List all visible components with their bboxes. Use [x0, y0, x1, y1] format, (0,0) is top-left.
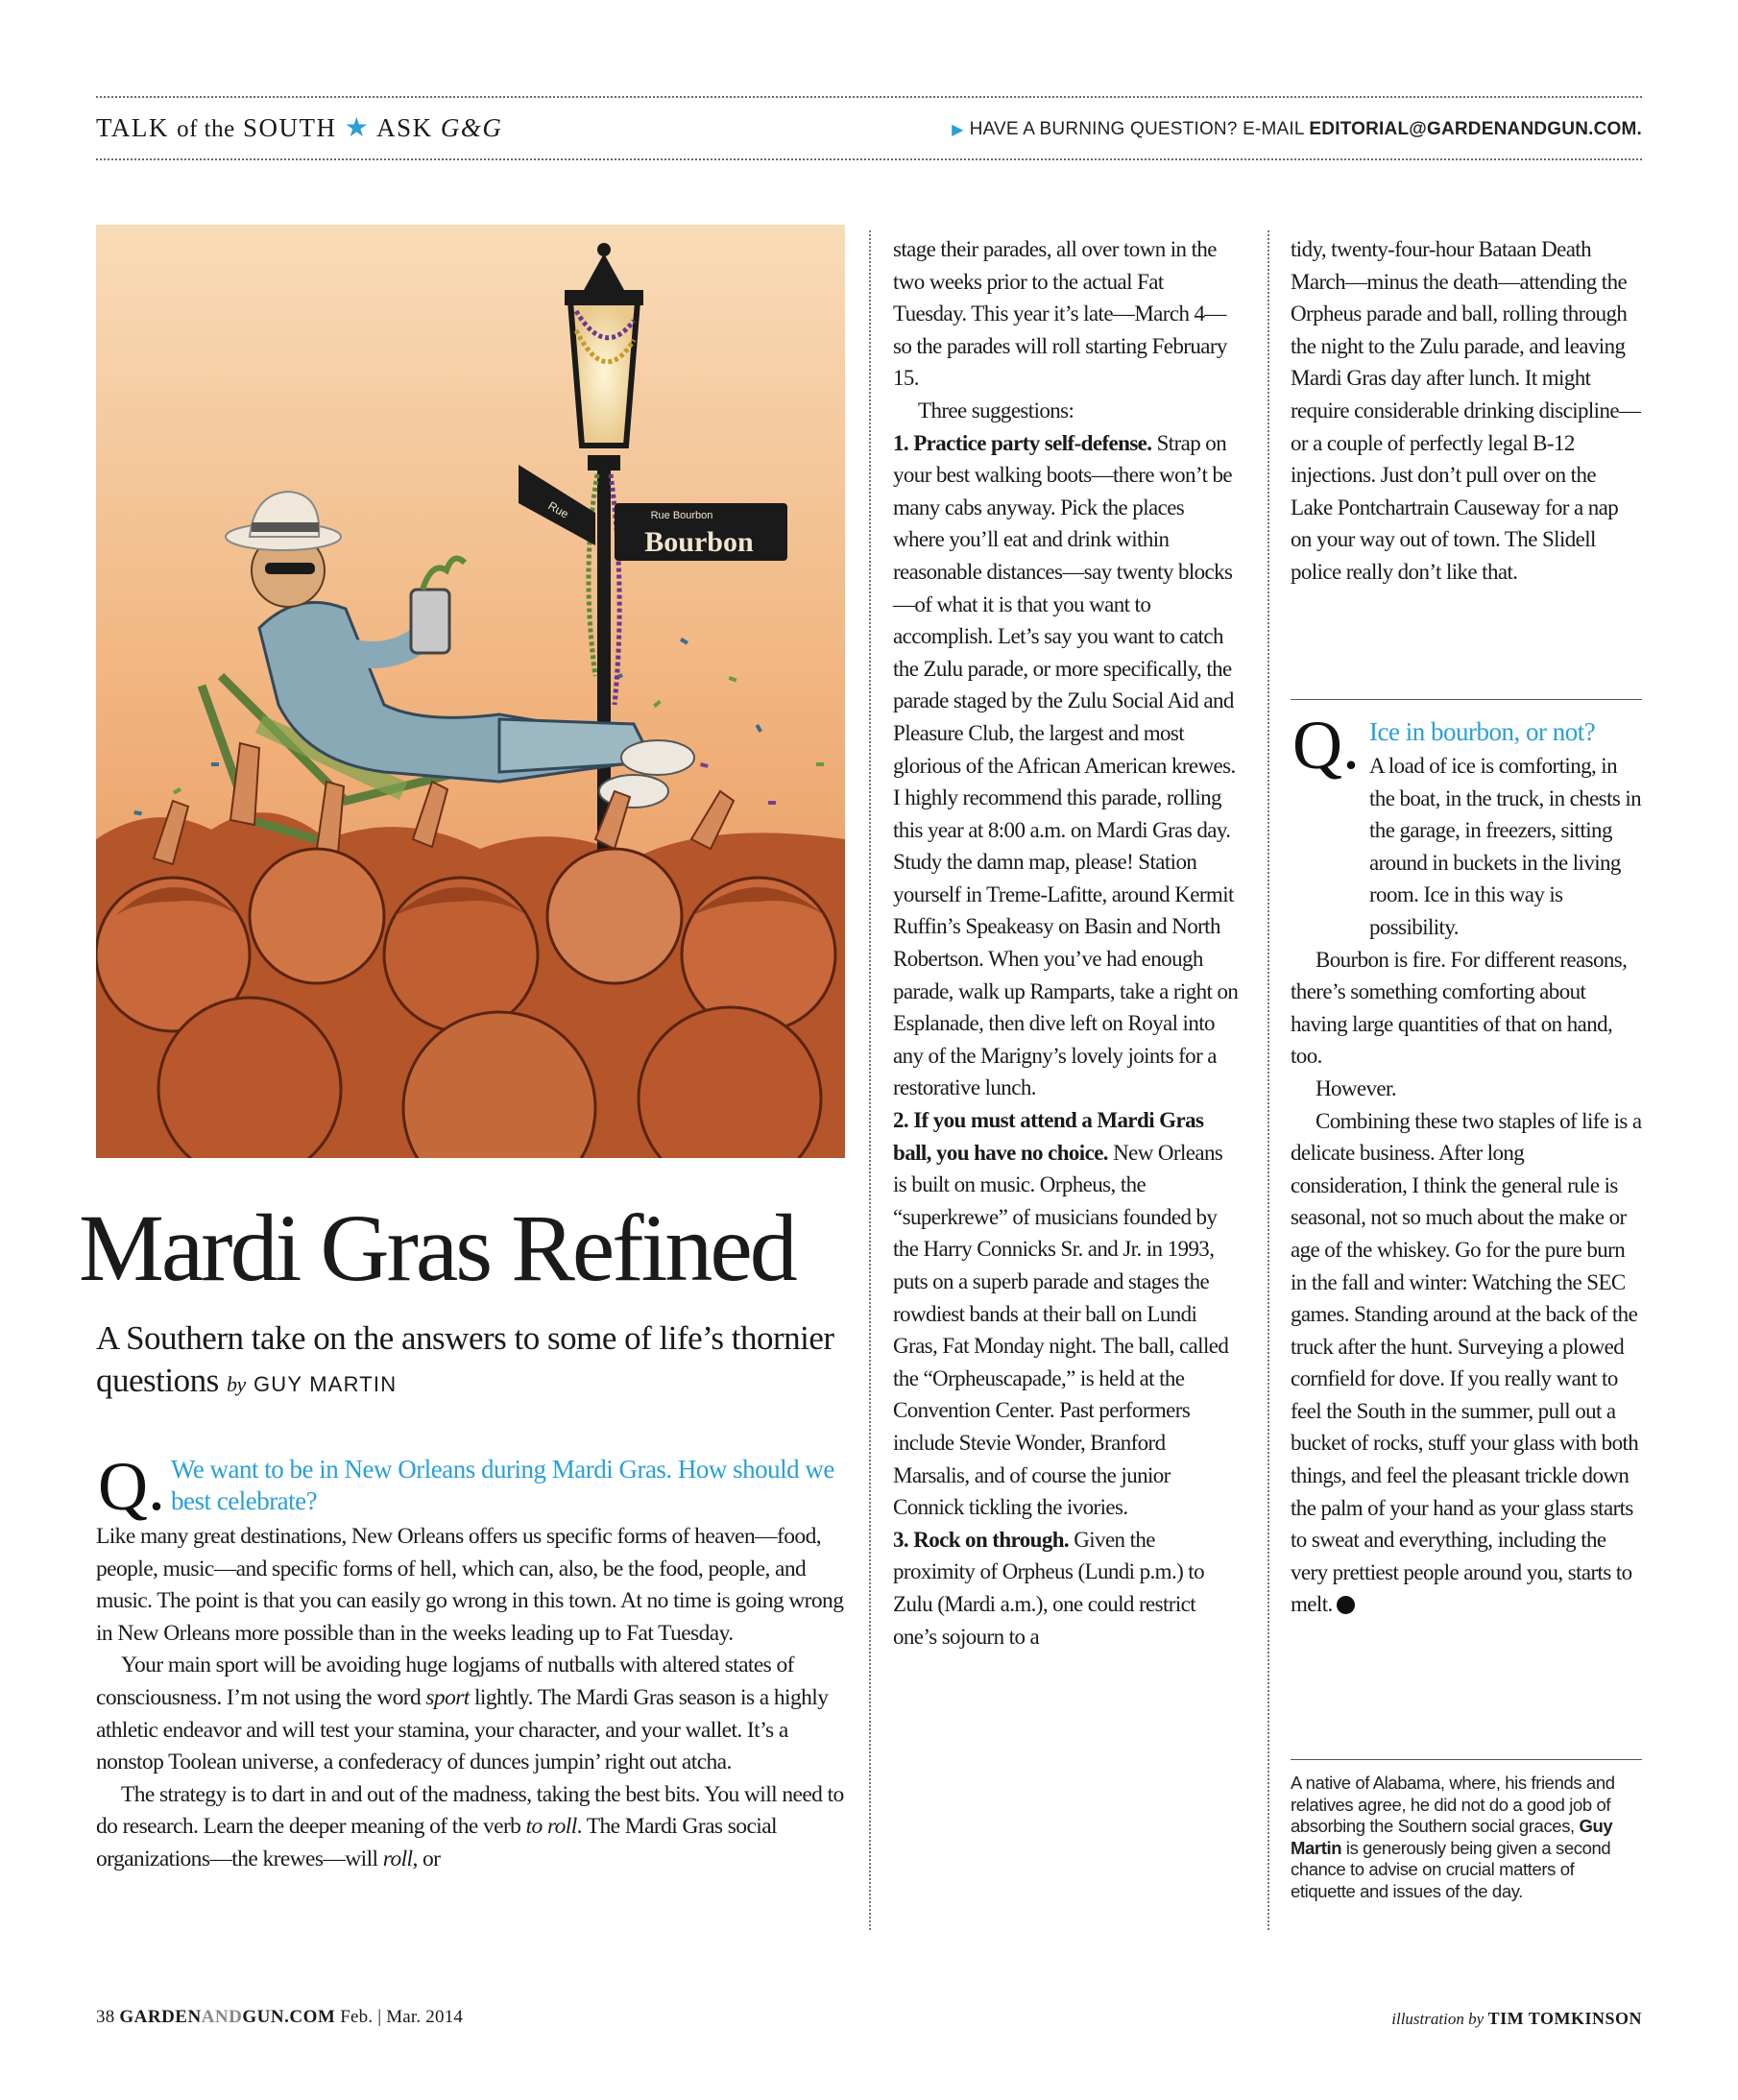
sign-small-text: Rue Bourbon [650, 510, 713, 521]
suggestion-3: 3. Rock on through. Given the proximity of Orpheus (Lundi p.m.) to Zulu (Mardi a.m.), one could restrict one’s sojourn to a [893, 1527, 1204, 1649]
contact-prefix: HAVE A BURNING QUESTION? E-MAIL [969, 119, 1304, 139]
suggestion-1: 1. Practice party self-defense. Strap on your best walking boots—there won’t be many cabs anyway. Pick the places where you’ll eat and drink within reasonable distances—say twenty blocks—of what it is that you want to accomplish. Let’s say you want to catch the Zulu parade, or more specifically, the parade staged by the Zulu Social Aid and Pleasure Club, the largest and most glorious of the African American krewes. I highly recommend this parade, rolling this year at 8:00 a.m. on Mardi Gras day. Study the damn map, please! Station yourself in Treme-Lafitte, around Kermit Ruffin’s Speakeasy on Basin and North Robertson. When you’ve had enough parade, walk up Ramparts, take a right on Esplanade, then dive left on Royal into any of the Marigny’s lovely joints for a restorative lunch. [893, 430, 1239, 1100]
page-number: 38 [96, 2007, 115, 2027]
author-bio: A native of Alabama, where, his friends and relatives agree, he did not do a good job of absorbing the Southern social graces, Guy Martin is generously being given a second chance to advise on crucial matters of etiquette and issues of the day. [1291, 1773, 1615, 1901]
col3-paragraph-1: tidy, twenty-four-hour Bataan Death March—minus the death—attending the Orpheus parade and ball, rolling through the night to the Zulu parade, and leaving Mardi Gras day after lunch. It might require considerable drinking discipline—or a couple of perfectly legal B-12 injections. Just don’t pull over on the Lake Pontchartrain Causeway for a nap on your way out of town. The Slidell police really don’t like that. [1291, 237, 1641, 584]
sign-large-text: Bourbon [644, 526, 754, 558]
col1-paragraph-2: Your main sport will be avoiding huge logjams of nutballs with altered states of consciousness. I’m not using the word sport lightly. The Mardi Gras season is a highly athletic endeavor and will test your stamina, your character, and your wallet. It’s a nonstop Toolean universe, a confederacy of dunces jumpin’ right out atcha. [96, 1653, 829, 1775]
section-ask: ASK [376, 113, 433, 142]
section-of-the: of the [177, 116, 235, 142]
col1-paragraph-1: Like many great destinations, New Orleans offers us specific forms of heaven—food, people, music—and specific forms of hell, which can, also, be the food, people, and music. The point is that you can easily go wrong in this town. At no time is going wrong in New Orleans more possible than in the weeks leading up to Fat Tuesday. [96, 1524, 844, 1646]
illustration-credit: illustration by TIM TOMKINSON [1391, 2009, 1642, 2028]
contact-line [952, 119, 1642, 140]
col3b-paragraph-2: Bourbon is fire. For different reasons, there’s something comforting about having large quantities of that on hand, too. [1291, 947, 1628, 1069]
column-3-answer [1291, 750, 1642, 1621]
column-2 [893, 233, 1239, 1653]
article-illustration [96, 225, 845, 1158]
section-talk: TALK [96, 113, 169, 142]
triangle-right-icon: ▶ [952, 122, 964, 138]
column-3 [1291, 233, 1642, 589]
column-divider-2 [1267, 230, 1269, 1930]
col3b-paragraph-4: Combining these two staples of life is a delicate business. After long consideration, I think the general rule is seasonal, not so much about the make or age of the whiskey. Go for the pure burn in the fall and winter: Watching the SEC games. Standing around at the back of the truck after the hunt. Surveying a plowed cornfield for dove. If you really want to feel the South in the summer, pull out a bucket of rocks, stuff your glass with both things, and feel the pleasant trickle down the palm of your hand as your glass starts to sweat and everything, including the very prettiest people around you, starts to melt. G [1291, 1108, 1642, 1617]
col2-paragraph-1: stage their parades, all over town in the two weeks prior to the actual Fat Tuesday. This year it’s late—March 4—so the parades will roll starting February 15. [893, 237, 1227, 391]
question-1: We want to be in New Orleans during Mardi Gras. How should we best celebrate? [171, 1455, 834, 1515]
article-deck [96, 1317, 845, 1406]
column-1 [96, 1521, 845, 1876]
header-top-rule [96, 96, 1642, 98]
article-title: Mardi Gras Refined [79, 1195, 795, 1301]
star-icon: ★ [344, 113, 371, 143]
section-gg: G&G [440, 113, 503, 142]
suggestion-2: 2. If you must attend a Mardi Gras ball, you have no choice. New Orleans is built on music. Orpheus, the “superkrewe” of musicians founded by the Harry Connicks Sr. and Jr. in 1993, puts on a superb parade and stages the rowdiest bands at their ball on Lundi Gras, Fat Monday night. The ball, called the “Orpheuscapade,” is held at the Convention Center. Past performers include Stevie Wonder, Branford Marsalis, and of course the junior Connick tickling the ivories. [893, 1108, 1229, 1520]
section-south: SOUTH [242, 113, 337, 142]
page-footer [96, 2007, 463, 2028]
col1-paragraph-3: The strategy is to dart in and out of the madness, taking the best bits. You will need to do research. Learn the deeper meaning of the verb to roll. The Mardi Gras social organizations—the krewes—will roll, or [96, 1781, 844, 1871]
question-marker: Q. [98, 1448, 165, 1525]
byline-by: by [226, 1372, 246, 1396]
column-divider-1 [869, 230, 871, 1930]
col3b-paragraph-3: However. [1316, 1075, 1396, 1100]
site-name: GARDENANDGUN.COM [119, 2007, 336, 2027]
bio-rule [1291, 1759, 1642, 1760]
question-2-rule [1291, 699, 1642, 700]
question-2: Ice in bourbon, or not? [1369, 717, 1596, 746]
sign-cross-text: Rue [545, 498, 571, 521]
col2-paragraph-2: Three suggestions: [918, 398, 1074, 422]
col3b-paragraph-1: A load of ice is comforting, in the boat, in the truck, in chests in the garage, in freezers, sitting around in buckets in the living room. Ice in this way is possibility. [1369, 754, 1642, 939]
question-marker-2: Q. [1292, 707, 1360, 784]
header-bottom-rule [96, 158, 1642, 160]
end-mark-icon: G [1337, 1596, 1355, 1614]
bio-name: Guy Martin [1291, 1816, 1613, 1858]
contact-email[interactable]: EDITORIAL@GARDENANDGUN.COM. [1309, 119, 1642, 139]
section-header [96, 111, 502, 144]
byline-author: GUY MARTIN [253, 1372, 398, 1396]
deck-text: A Southern take on the answers to some of life’s thornier questions [96, 1319, 834, 1399]
issue-date: Feb. | Mar. 2014 [340, 2007, 464, 2027]
